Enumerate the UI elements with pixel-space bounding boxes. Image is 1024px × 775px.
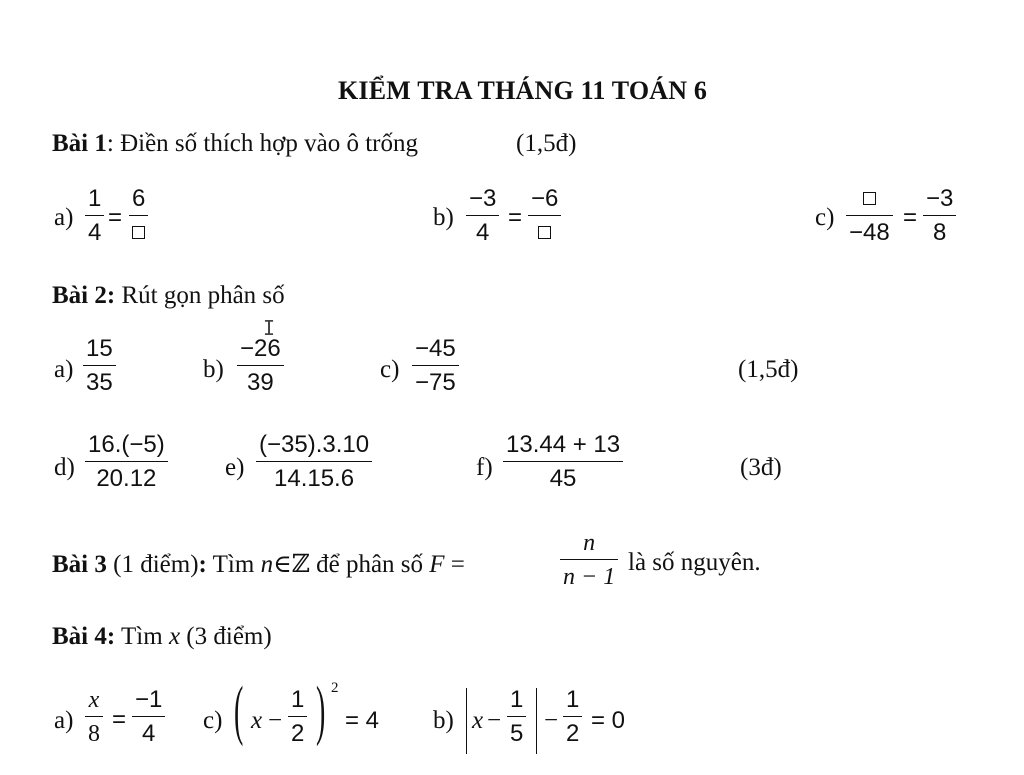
denominator: 39 (247, 369, 274, 396)
ex4-b-label: b) (433, 707, 454, 734)
ex1-c-label: c) (815, 204, 835, 231)
denominator: 8 (933, 219, 947, 246)
exercise-4-text: Tìm (121, 623, 163, 650)
ex1-a-equals: = (108, 204, 123, 231)
text-cursor-icon: I (263, 316, 276, 340)
denominator: 2 (291, 720, 305, 747)
denominator: −48 (849, 219, 890, 246)
exercise-2-heading (52, 282, 285, 310)
exercise-3-points: (1 điểm) (113, 551, 199, 578)
numerator: 1 (566, 686, 580, 713)
denominator: 4 (142, 720, 156, 747)
ex2-c-frac (412, 337, 459, 395)
ex1-a-frac-right (129, 187, 148, 245)
numerator: 6 (132, 185, 146, 212)
numerator: 16.(−5) (88, 431, 165, 458)
ex4-a-label: a) (54, 707, 74, 734)
exercise-1-text: : Điền số thích hợp vào ô trống (106, 130, 418, 157)
ex2-d-frac (85, 433, 168, 491)
ex1-b-equals: = (508, 204, 523, 231)
ex1-c-equals: = (903, 204, 918, 231)
exercise-3-text-2: để phân số (316, 551, 424, 578)
blank-box (538, 226, 551, 239)
ex1-b-label: b) (433, 204, 454, 231)
denominator: 14.15.6 (274, 465, 355, 492)
denominator: −75 (415, 369, 456, 396)
exercise-1-heading (52, 130, 418, 158)
ex4-c-exponent: 2 (331, 680, 339, 696)
numerator: (−35).3.10 (259, 431, 370, 458)
numerator: 1 (291, 686, 305, 713)
var-F: F (429, 551, 445, 578)
numerator: 1 (510, 686, 524, 713)
ex3-fraction (560, 531, 618, 589)
numerator: n (583, 530, 596, 556)
ex2-a-frac (83, 337, 116, 395)
denominator: n − 1 (563, 564, 616, 590)
ex4-a-equals: = (112, 706, 127, 733)
numerator: 13.44 + 13 (506, 431, 621, 458)
ex4-c-frac (288, 688, 307, 746)
numerator: −3 (926, 185, 954, 212)
ex1-a-label: a) (54, 204, 74, 231)
abs-bar-left (466, 688, 467, 754)
exercise-3-text-1: Tìm (212, 551, 255, 578)
ex4-c-minus: − (268, 707, 283, 734)
ex4-b-frac-2 (563, 688, 582, 746)
blank-box (863, 192, 876, 205)
exercise-4-label: Bài 4: (52, 623, 116, 650)
exercise-3-label: Bài 3 (52, 551, 107, 578)
ex4-a-frac-left (85, 688, 103, 746)
ex1-c-frac-left (846, 187, 893, 245)
ex4-b-x: x (472, 707, 484, 734)
denominator: 8 (88, 721, 100, 747)
ex2-points-2: (3đ) (740, 454, 782, 481)
blank-box (132, 226, 145, 239)
denominator: 45 (549, 465, 577, 492)
exercise-4-heading (52, 623, 272, 651)
ex2-b-label: b) (203, 356, 224, 383)
ex1-b-frac-right (528, 187, 561, 245)
denominator: 35 (86, 369, 113, 396)
ex1-c-frac-right (923, 187, 956, 245)
ex4-b-frac-1 (507, 688, 526, 746)
ex2-f-frac (503, 433, 623, 491)
denominator: 4 (88, 219, 102, 246)
colon: : (198, 551, 207, 578)
ex1-b-frac-left (466, 187, 499, 245)
equals: = (450, 551, 465, 578)
denominator: 4 (476, 219, 490, 246)
abs-bar-right (536, 688, 537, 754)
denominator: 20.12 (96, 465, 157, 492)
ex2-c-label: c) (380, 356, 400, 383)
numerator: −3 (469, 185, 497, 212)
ex2-e-frac (256, 433, 372, 491)
exercise-1-label: Bài 1 (52, 130, 107, 157)
var-n: n (260, 551, 274, 578)
ex2-e-label: e) (225, 454, 245, 481)
ex4-c-equals: = 4 (345, 707, 380, 734)
integers-symbol: ℤ (291, 551, 310, 578)
numerator: 1 (88, 185, 102, 212)
page-title: KIỂM TRA THÁNG 11 TOÁN 6 (338, 76, 708, 105)
exercise-3-text-3: là số nguyên. (628, 549, 761, 576)
var-x: x (168, 623, 181, 650)
ex4-c-x: x (251, 707, 263, 734)
ex2-b-frac (237, 337, 284, 395)
ex4-c-label: c) (203, 707, 223, 734)
ex2-a-label: a) (54, 356, 74, 383)
right-paren: ) (316, 674, 326, 749)
exercise-1-points: (1,5đ) (516, 130, 577, 157)
ex4-b-equals: = 0 (591, 707, 626, 734)
numerator: −6 (531, 185, 559, 212)
denominator: 5 (510, 720, 524, 747)
exercise-2-label: Bài 2: (52, 282, 116, 309)
ex2-d-label: d) (54, 454, 75, 481)
ex2-points-1: (1,5đ) (738, 356, 799, 383)
ex4-a-frac-right (132, 688, 165, 746)
numerator: −1 (135, 686, 163, 713)
ex1-a-frac-left (85, 187, 104, 245)
ex2-f-label: f) (476, 454, 493, 481)
exercise-4-points: (3 điểm) (186, 623, 272, 650)
left-paren: ( (234, 674, 244, 749)
numerator: −26 (240, 335, 281, 362)
ex4-b-minus: − (487, 707, 502, 734)
exercise-2-text: Rút gọn phân số (121, 282, 285, 309)
numerator: −45 (415, 335, 456, 362)
numerator: x (88, 687, 100, 713)
exercise-3-line (52, 549, 465, 579)
denominator: 2 (566, 720, 580, 747)
element-of-symbol: ∈ (273, 551, 292, 578)
numerator: 15 (86, 335, 113, 362)
ex4-b-minus-2: − (544, 707, 559, 734)
